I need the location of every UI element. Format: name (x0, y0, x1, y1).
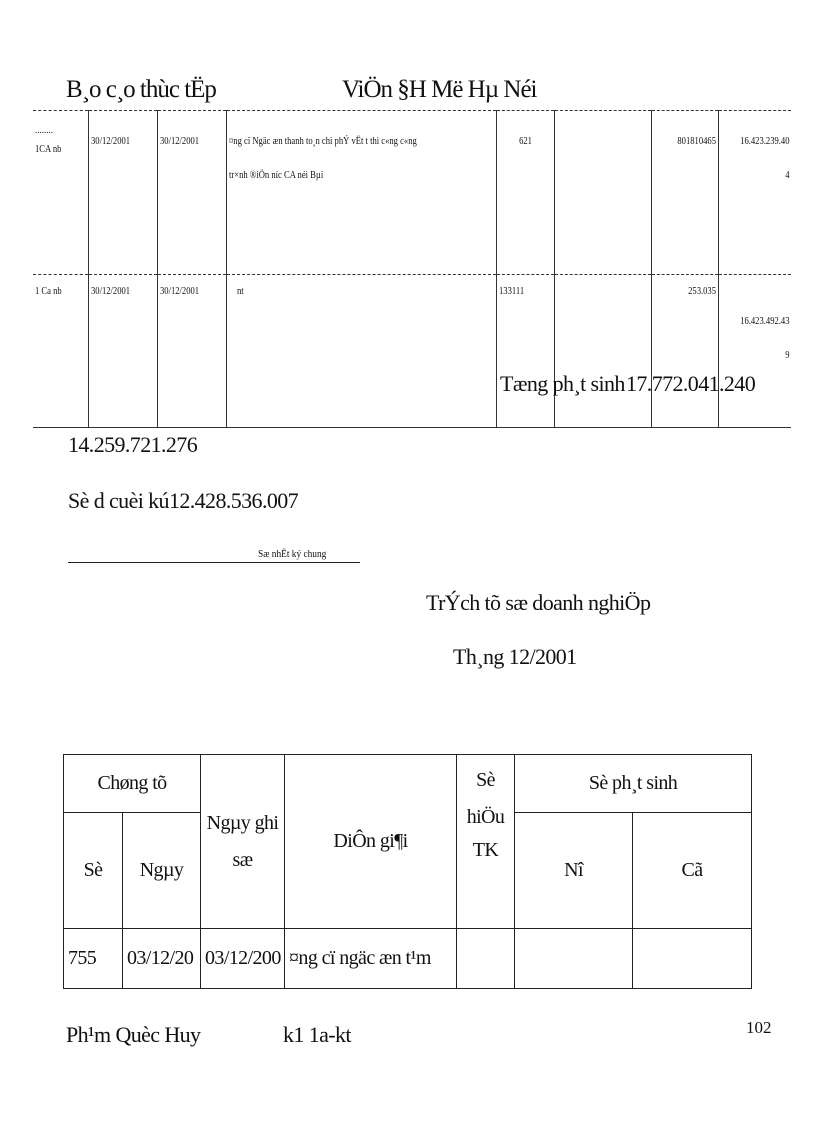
institute-title: ViÖn §H Më Hµ Néi (342, 76, 537, 103)
entry-debit (515, 929, 633, 989)
footer-author: Ph¹m Quèc Huy (66, 1022, 201, 1047)
total-label: Tæng ph¸t sinh (500, 371, 625, 396)
empty-cell (554, 275, 651, 428)
ledger-row (33, 275, 791, 428)
entry-account (457, 929, 515, 989)
description-line: ¤ng cï Ngäc æn thanh to¸n chi phÝ vËt t thi c«ng c«ng (228, 135, 417, 147)
entry-credit (633, 929, 752, 989)
amounts-header: Sè ph¸t sinh (515, 755, 752, 813)
voucher-date: 30/12/2001 (90, 285, 130, 297)
footer-class: k1 1a-kt (283, 1022, 351, 1047)
credit-header: Cã (633, 813, 752, 929)
table-row (64, 929, 752, 989)
month-label: Th¸ng 12/2001 (453, 644, 577, 669)
entry-post-date: 03/12/200 (201, 929, 285, 989)
balance-amount: 16.423.492.43 (739, 315, 789, 327)
debit-amount: 801810465 (676, 135, 716, 147)
debit-header: Nî (515, 813, 633, 929)
entry-number: 755 (64, 929, 123, 989)
balance-amount-cont: 4 (784, 169, 789, 181)
empty-cell (554, 111, 651, 275)
journal-title: Sæ nhËt ký chung (258, 548, 327, 560)
posting-date: 30/12/2001 (159, 135, 199, 147)
voucher-date: 30/12/2001 (90, 135, 130, 147)
journal-signature-line (68, 562, 360, 563)
date-header: Ngµy (123, 813, 201, 929)
description-line: nt (236, 285, 244, 297)
number-header: Sè (64, 813, 123, 929)
post-date-header: Ngµy ghi (206, 811, 279, 834)
ledger-row (33, 111, 791, 275)
account-header-cont: hiÖu (466, 806, 505, 828)
posting-date: 30/12/2001 (159, 285, 199, 297)
description-header: DiÔn gi¶i (285, 755, 457, 929)
entry-description: ¤ng cï ngäc æn t¹m (285, 929, 457, 989)
extract-title: TrÝch tõ sæ doanh nghiÖp (426, 590, 651, 615)
total-value: 17.772.041.240 (626, 371, 756, 396)
balance-amount: 16.423.239.40 (739, 135, 789, 147)
page-number: 102 (746, 1018, 772, 1037)
row-marker: ........ (35, 125, 53, 135)
balance-amount-cont: 9 (784, 349, 789, 361)
voucher-code: 1 Ca nb (35, 285, 62, 297)
account-header: Sè (476, 769, 495, 791)
account-header-cont: TK (472, 839, 499, 861)
account-number: 133111 (498, 285, 524, 297)
description-line: tr×nh ®iÖn níc CA néi Bµi (228, 169, 323, 181)
report-title: B¸o c¸o thùc tËp (66, 76, 216, 103)
header-row (64, 755, 752, 813)
account-number: 621 (518, 135, 532, 147)
closing-balance: Sè d cuèi kú12.428.536.007 (68, 488, 299, 513)
entry-date: 03/12/20 (123, 929, 201, 989)
voucher-header: Chøng tõ (64, 755, 201, 813)
journal-table (63, 754, 752, 989)
debit-amount: 253.035 (687, 285, 716, 297)
voucher-code: 1CA nb (35, 143, 62, 155)
second-total-value: 14.259.721.276 (68, 432, 198, 457)
post-date-header-cont: sæ (232, 848, 253, 871)
